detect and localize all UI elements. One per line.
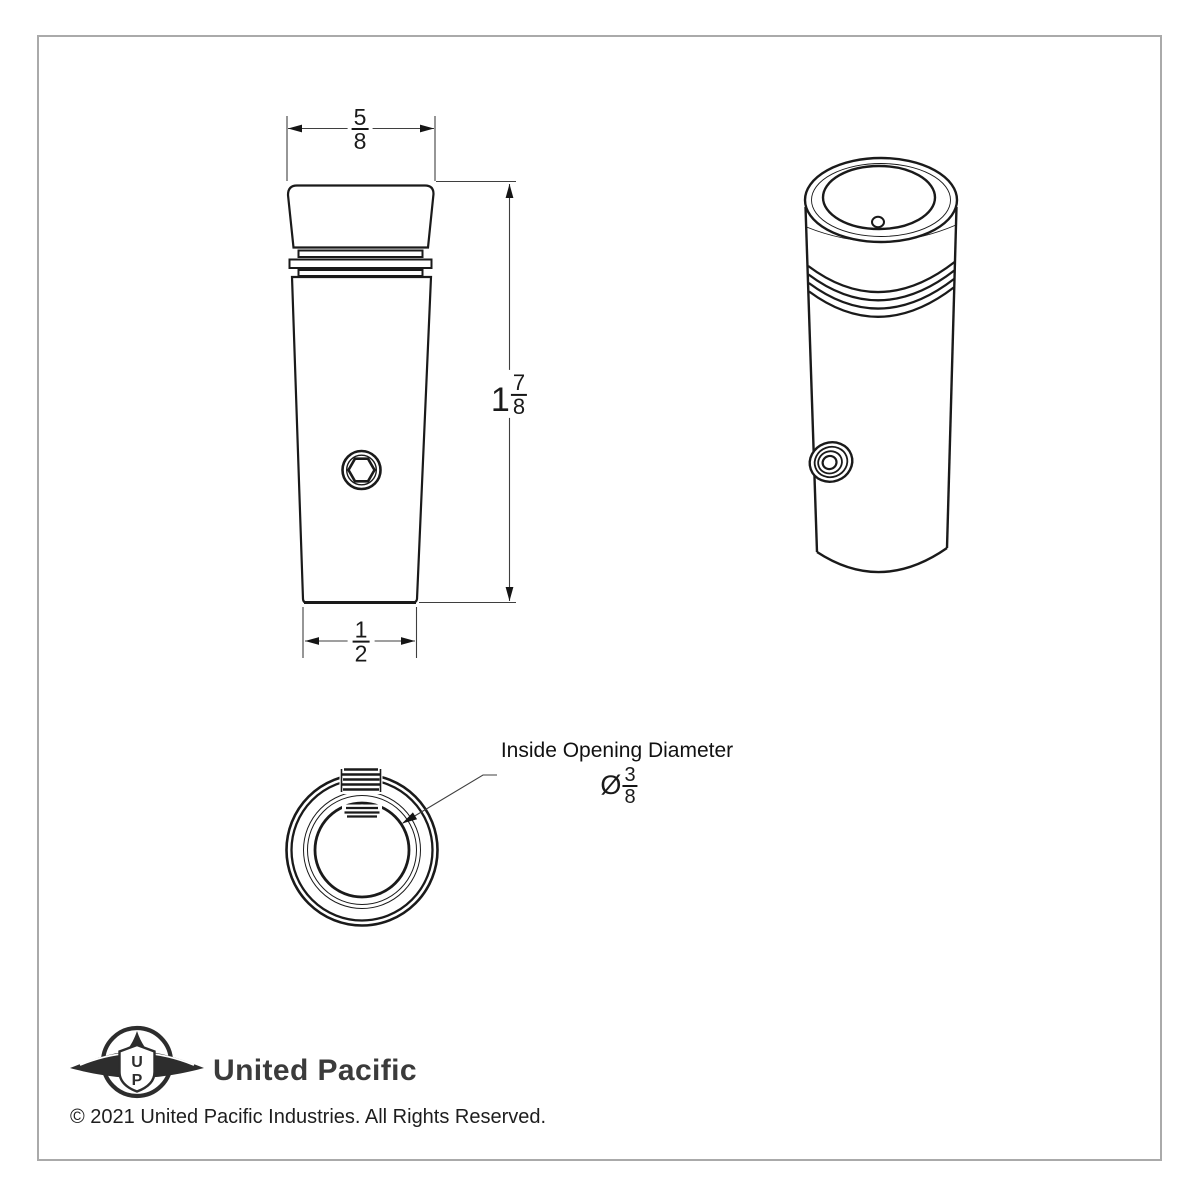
copyright-text: © 2021 United Pacific Industries. All Rights Reserved. [70,1106,547,1128]
arrowhead [401,637,415,645]
dimension-whole-number: 1 [490,381,510,420]
fraction-denominator: 8 [353,128,367,155]
front-view [288,186,434,603]
arrowhead [305,637,319,645]
fraction-denominator: 8 [512,393,526,419]
outer-circle [287,775,438,926]
dimension-graphics [287,116,516,658]
screw-thread-ring [804,436,858,487]
arrowhead [288,125,302,133]
groove-ring [290,260,432,269]
logo-monogram-p: P [131,1072,143,1089]
cylinder-right-edge [947,207,957,548]
bottom-width-dimension-label [348,617,375,666]
diameter-symbol: Ø [600,770,622,800]
united-pacific-emblem [70,1028,204,1096]
set-screw-hex-socket [349,459,375,482]
inside-opening-callout-label: Inside Opening Diameter [500,739,734,762]
fraction [622,764,637,808]
cylinder-left-edge [806,207,818,552]
arrowhead [420,125,434,133]
height-dimension-label [489,370,529,418]
fraction-numerator: 7 [512,369,526,395]
top-width-dimension-label [348,104,373,155]
fraction [353,616,370,667]
leader-arrowhead [402,812,417,823]
cap-outline [288,186,434,248]
fraction-denominator: 8 [624,786,636,808]
bottom-view [287,765,498,926]
arrowhead [506,184,514,198]
top-hole [872,217,884,227]
fraction-denominator: 2 [354,641,368,667]
fraction-numerator: 5 [353,104,367,130]
inner-rim-ellipse [823,166,935,229]
outer-circle-inner-line [292,780,433,921]
fraction [511,369,527,419]
groove-ring [299,251,423,258]
inside-opening-diameter-value [600,764,637,808]
perspective-view [804,158,957,572]
side-set-screw [804,436,858,487]
cylinder-bottom-arc [817,548,947,572]
groove-ring [299,270,423,276]
brand-wordmark: United Pacific [213,1054,417,1087]
body-outline [292,277,431,603]
logo-monogram-u: U [131,1054,143,1071]
fraction [352,104,369,155]
arrowhead [506,587,514,601]
fraction-numerator: 1 [354,616,368,643]
fraction-numerator: 3 [624,764,636,786]
